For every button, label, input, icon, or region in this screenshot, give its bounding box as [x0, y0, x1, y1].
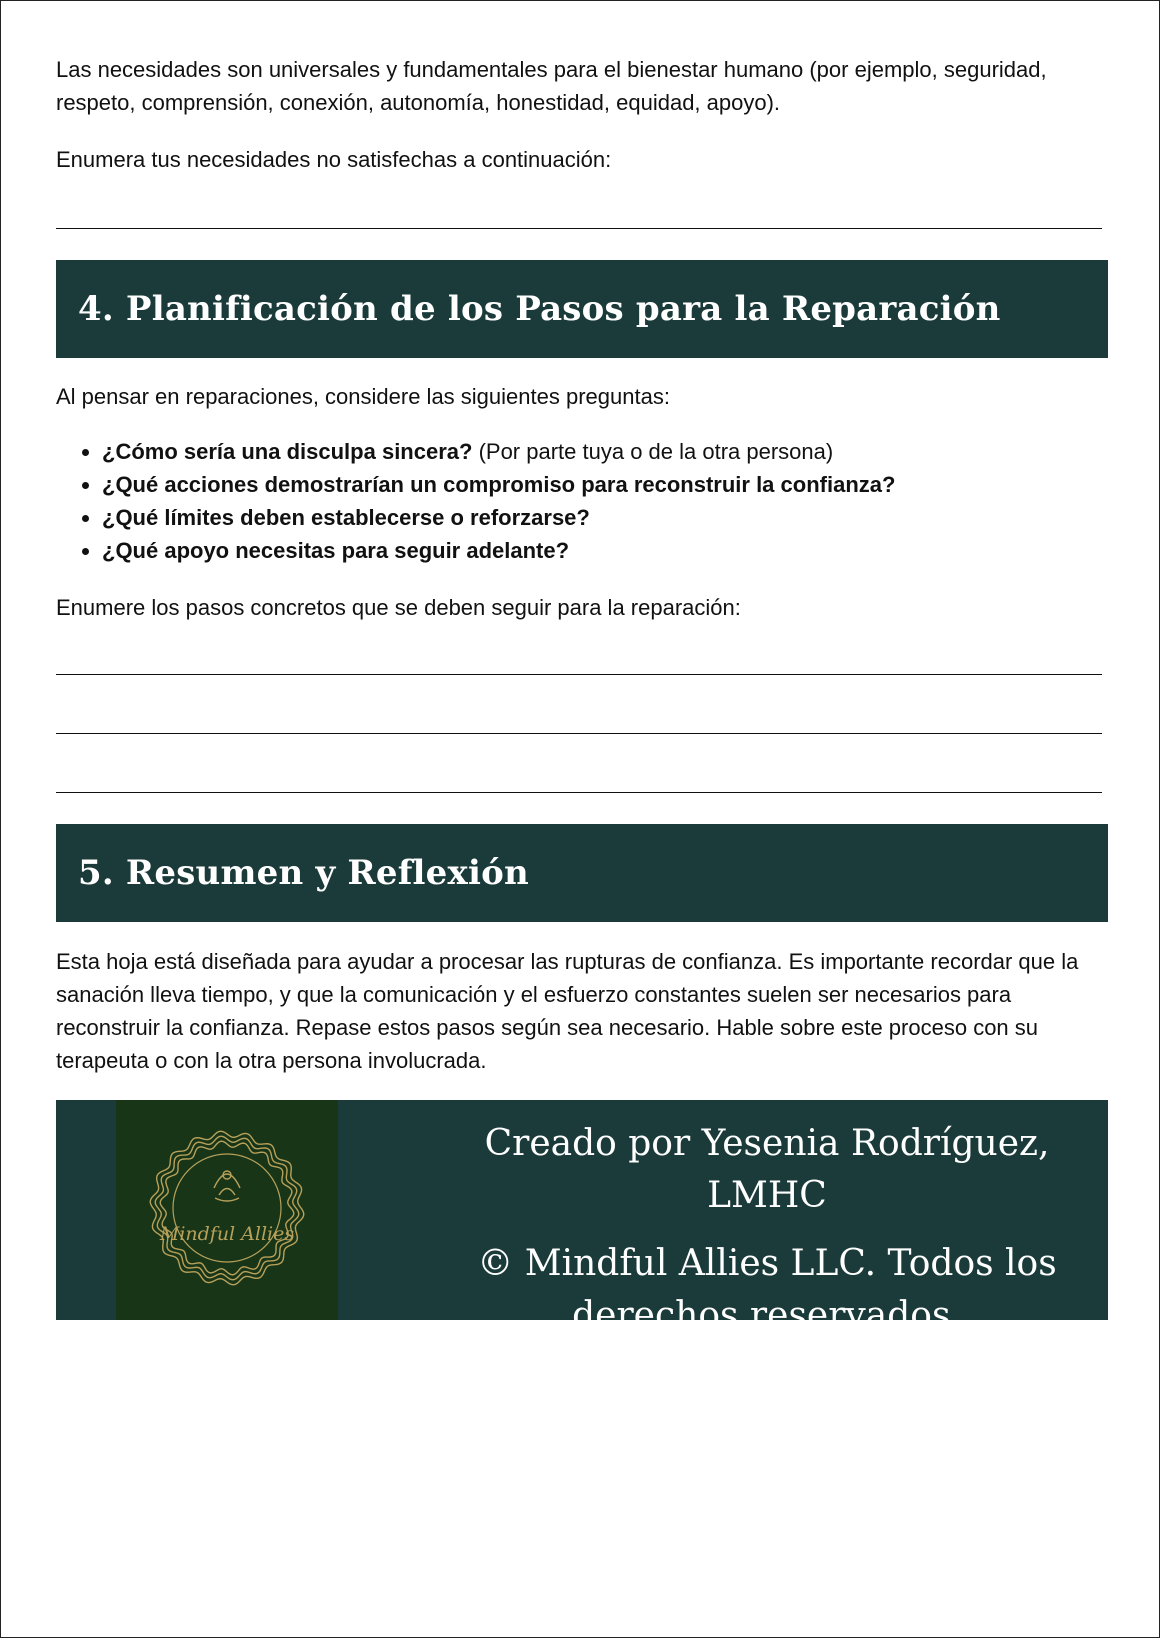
list-item	[102, 534, 1142, 567]
question-4-bold: ¿Qué apoyo necesitas para seguir adelante?	[102, 538, 570, 563]
steps-answer-line-1[interactable]	[56, 674, 1102, 675]
section-5-header	[56, 824, 1108, 922]
list-item	[102, 468, 1142, 501]
list-item	[102, 501, 1142, 534]
footer-created-by: Creado por Yesenia Rodríguez, LMHC	[484, 1123, 1050, 1216]
question-1-bold: ¿Cómo sería una disculpa sincera?	[102, 439, 473, 464]
logo-inner-circle	[173, 1154, 281, 1262]
needs-answer-line[interactable]	[56, 228, 1102, 229]
needs-paragraph: Las necesidades son universales y fundamentales para el bienestar humano (por ejemplo, seguridad, respeto, comprensión, conexión, autonomía, honestidad, equidad, apoyo).	[56, 57, 1047, 115]
section-4-lead: Al pensar en reparaciones, considere las siguientes preguntas:	[56, 384, 670, 409]
steps-answer-line-2[interactable]	[56, 733, 1102, 734]
footer-credits	[426, 1118, 1108, 1342]
steps-prompt: Enumere los pasos concretos que se deben seguir para la reparación:	[56, 595, 741, 620]
logo-emblem-icon	[116, 1100, 338, 1320]
section-5-title: 5. Resumen y Reflexión	[78, 853, 529, 893]
question-1-note: (Por parte tuya o de la otra persona)	[472, 439, 834, 464]
logo-figure-halo	[214, 1174, 240, 1188]
question-2-bold: ¿Qué acciones demostrarían un compromiso para reconstruir la confianza?	[102, 472, 896, 497]
list-item	[102, 435, 1142, 468]
steps-answer-line-3[interactable]	[56, 792, 1102, 793]
footer-copyright: © Mindful Allies LLC. Todos los derechos reservados.	[477, 1243, 1057, 1336]
logo-figure-legs	[215, 1198, 239, 1201]
footer-banner	[56, 1100, 1108, 1336]
question-3-bold: ¿Qué límites deben establecerse o reforzarse?	[102, 505, 590, 530]
section-4-header	[56, 260, 1108, 358]
section-4-title: 4. Planificación de los Pasos para la Reparación	[78, 289, 1001, 329]
section-5-body: Esta hoja está diseñada para ayudar a procesar las rupturas de confianza. Es importante recordar que la sanación lleva tiempo, y que la comunicación y el esfuerzo constantes suelen ser necesarios para reconstruir la confianza. Repase estos pasos según sea necesario. Hable sobre este proceso con su terapeuta o con la otra persona involucrada.	[56, 949, 1079, 1073]
repair-questions-list	[56, 435, 1142, 567]
logo-figure-body	[219, 1189, 235, 1196]
logo-text: Mindful Allies	[159, 1223, 295, 1245]
needs-prompt: Enumera tus necesidades no satisfechas a continuación:	[56, 147, 612, 172]
mindful-allies-logo	[116, 1100, 338, 1320]
